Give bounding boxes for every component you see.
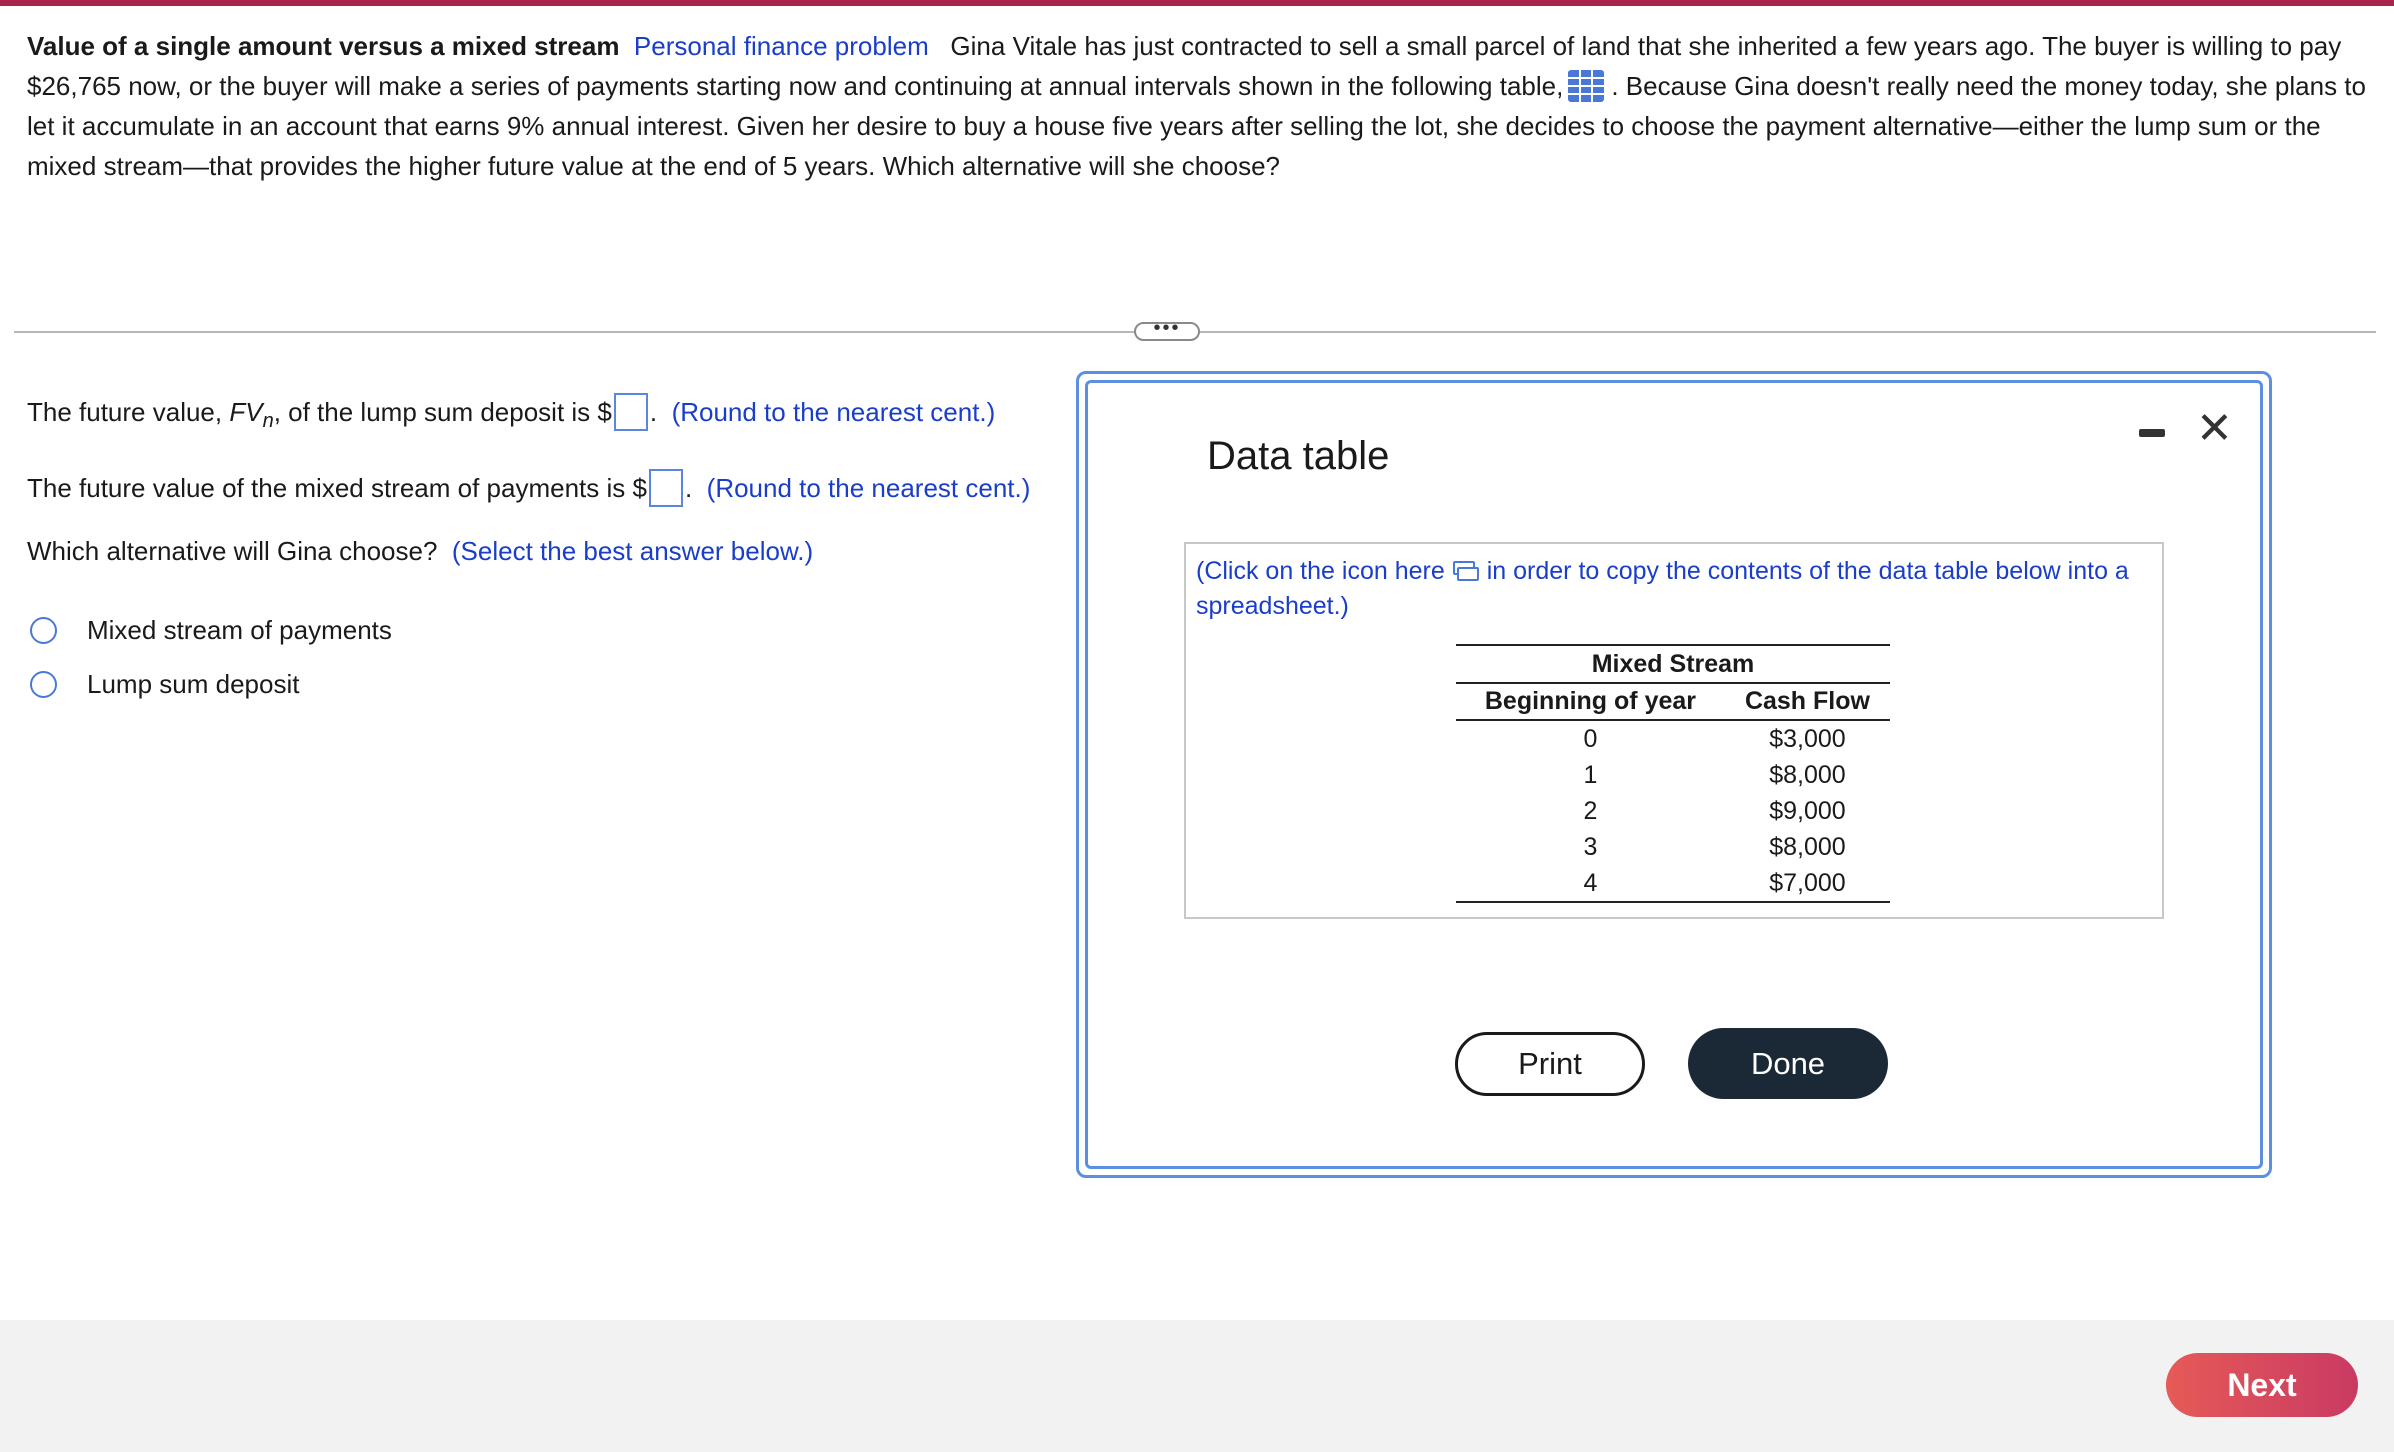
col-header-cash: Cash Flow bbox=[1725, 683, 1890, 720]
brand-top-bar bbox=[0, 0, 2394, 6]
radio-button[interactable] bbox=[30, 671, 57, 698]
copy-instructions bbox=[1196, 554, 2146, 624]
q1-label-b: , of the lump sum deposit is $ bbox=[273, 397, 612, 427]
cell-cash: $7,000 bbox=[1725, 865, 1890, 902]
more-options-button[interactable]: ••• bbox=[1134, 322, 1200, 341]
problem-category: Personal finance problem bbox=[633, 31, 929, 61]
cell-year: 0 bbox=[1583, 725, 1598, 753]
q2-period: . bbox=[684, 473, 693, 503]
table-row bbox=[1456, 757, 1890, 793]
option-lump-sum[interactable] bbox=[30, 666, 299, 702]
mixed-stream-answer-input[interactable] bbox=[649, 469, 683, 507]
mixed-stream-table bbox=[1456, 644, 1890, 903]
problem-title: Value of a single amount versus a mixed stream bbox=[27, 31, 620, 61]
print-button[interactable]: Print bbox=[1455, 1032, 1645, 1096]
option-mixed-stream[interactable] bbox=[30, 612, 392, 648]
problem-text-part1: Gina Vitale has just contracted to sell a small parcel of land that she inherited a few years ago. The buyer is willing to pay $26,765 now, or the buyer will make a series of payments starting now and continuing at annual intervals shown in the following table, bbox=[27, 31, 2342, 101]
table-row bbox=[1456, 829, 1890, 865]
next-button[interactable]: Next bbox=[2166, 1353, 2358, 1417]
done-button[interactable]: Done bbox=[1688, 1028, 1888, 1099]
data-table-frame bbox=[1184, 542, 2164, 919]
problem-text-part2: . Because Gina doesn't really need the money today, she plans to let it accumulate in an account that earns 9% annual interest. Given her desire to buy a house five years after selling the lot, she decides to choose the payment alternative—either the lump sum or the mixed stream—that provides the higher future value at the end of 5 years. Which alternative will she choose? bbox=[27, 71, 2366, 181]
q2-label: The future value of the mixed stream of payments is $ bbox=[27, 473, 647, 503]
col-header-year: Beginning of year bbox=[1456, 683, 1725, 720]
cell-year: 2 bbox=[1583, 797, 1598, 825]
cell-cash: $9,000 bbox=[1769, 797, 1846, 825]
cell-cash: $3,000 bbox=[1769, 725, 1846, 753]
copy-icon[interactable] bbox=[1453, 557, 1479, 579]
lump-sum-answer-input[interactable] bbox=[614, 393, 648, 431]
question-choice bbox=[27, 533, 813, 569]
cell-cash: $8,000 bbox=[1769, 761, 1846, 789]
table-title: Mixed Stream bbox=[1456, 645, 1890, 683]
q1-fv: FV bbox=[229, 397, 263, 427]
cell-year: 1 bbox=[1583, 761, 1598, 789]
footer-bar bbox=[0, 1320, 2394, 1452]
q3-label: Which alternative will Gina choose? bbox=[27, 536, 438, 566]
copy-note-b: in order to copy the contents of the data table below into a spreadsheet.) bbox=[1196, 557, 2129, 620]
q2-round-hint: (Round to the nearest cent.) bbox=[706, 473, 1031, 503]
cell-year: 3 bbox=[1583, 833, 1598, 861]
radio-button[interactable] bbox=[30, 617, 57, 644]
table-row bbox=[1456, 865, 1890, 902]
question-mixed-stream bbox=[27, 469, 1030, 507]
table-row bbox=[1456, 793, 1890, 829]
cell-year: 4 bbox=[1456, 865, 1725, 902]
problem-statement bbox=[27, 26, 2377, 186]
close-icon[interactable]: ✕ bbox=[2196, 404, 2233, 453]
q1-label-a: The future value, bbox=[27, 397, 230, 427]
q1-period: . bbox=[649, 397, 658, 427]
minimize-icon[interactable] bbox=[2139, 429, 2165, 437]
q1-subscript: n bbox=[262, 410, 274, 433]
q3-select-hint: (Select the best answer below.) bbox=[451, 536, 814, 566]
question-lump-sum bbox=[27, 393, 995, 439]
data-table-dialog bbox=[1076, 371, 2272, 1178]
data-table-icon[interactable] bbox=[1567, 69, 1605, 103]
q1-round-hint: (Round to the nearest cent.) bbox=[671, 397, 996, 427]
dialog-title: Data table bbox=[1207, 434, 1390, 478]
option-label: Lump sum deposit bbox=[87, 668, 300, 699]
copy-note-a: (Click on the icon here bbox=[1196, 557, 1445, 585]
cell-cash: $8,000 bbox=[1769, 833, 1846, 861]
table-row bbox=[1456, 720, 1890, 757]
option-label: Mixed stream of payments bbox=[87, 614, 392, 645]
